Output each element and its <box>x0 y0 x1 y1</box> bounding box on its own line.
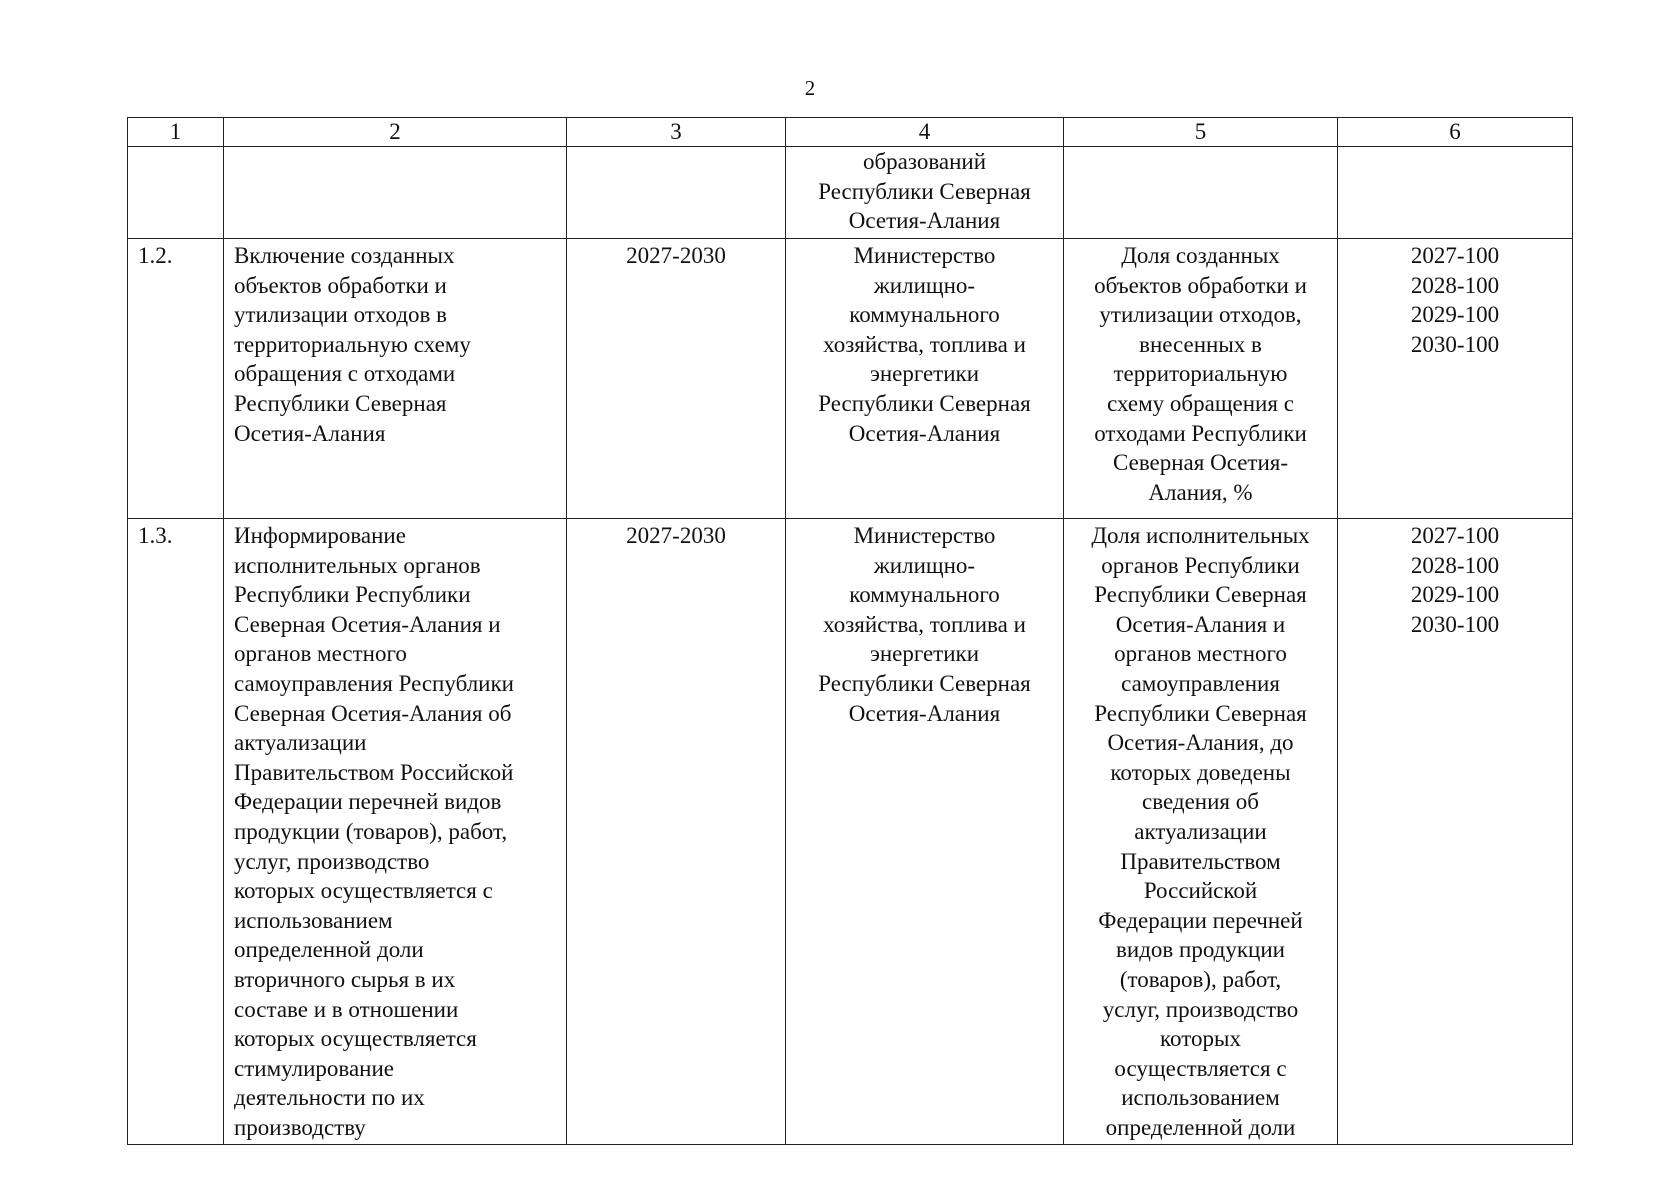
activities-table <box>127 117 1573 1145</box>
cell-empty <box>224 147 567 239</box>
cell-line: 2030-100 <box>1410 611 1500 637</box>
cell-line: Республики Северная <box>1094 582 1307 608</box>
cell-line: коммунального <box>849 302 1000 328</box>
cell-empty <box>128 147 224 239</box>
cell-line: объектов обработки и <box>234 272 447 298</box>
cell-line: отходами Республики <box>1094 420 1307 446</box>
cell-number: 1.3. <box>128 519 224 1145</box>
page-number: 2 <box>804 76 816 100</box>
cell-line: Осетия-Алания <box>234 420 386 446</box>
cell-line: Северная Осетия-Алания и <box>234 611 501 637</box>
cell-line: жилищно- <box>873 552 976 578</box>
cell-line: Федерации перечней <box>1098 907 1303 933</box>
cell-line: Российской <box>1143 878 1258 904</box>
cell-line: коммунального <box>849 582 1000 608</box>
cell-number: 1.2. <box>128 239 224 519</box>
cell-line: Включение созданных <box>234 243 455 268</box>
cell-line: Алания, % <box>1148 479 1253 505</box>
cell-executor <box>786 519 1064 1145</box>
cell-line: Республики Северная <box>818 178 1031 204</box>
continuation-row <box>128 147 1573 239</box>
cell-executor-continued <box>786 147 1064 239</box>
cell-line: 2027-100 <box>1410 243 1500 268</box>
cell-line: хозяйства, топлива и <box>823 331 1026 357</box>
cell-line: 2029-100 <box>1410 302 1500 328</box>
column-number-6: 6 <box>1338 118 1573 147</box>
table-row <box>128 239 1573 519</box>
cell-line: услуг, производство <box>1102 996 1299 1022</box>
cell-line: видов продукции <box>1116 937 1285 963</box>
table-header-row <box>128 118 1573 147</box>
cell-line: вторичного сырья в их <box>234 966 456 992</box>
cell-line: Северная Осетия- <box>1112 450 1288 476</box>
column-number-1: 1 <box>128 118 224 147</box>
cell-empty <box>1064 147 1338 239</box>
cell-line: Осетия-Алания и <box>1115 611 1286 637</box>
cell-line: (товаров), работ, <box>1119 966 1282 992</box>
cell-line: актуализации <box>234 730 367 756</box>
cell-line: территориальную схему <box>234 331 471 357</box>
column-number-5: 5 <box>1064 118 1338 147</box>
cell-line: образований <box>862 149 987 174</box>
cell-line: самоуправления Республики <box>234 670 514 696</box>
cell-line: Республики Северная <box>1094 700 1307 726</box>
cell-line: использованием <box>1121 1085 1280 1111</box>
column-number-2: 2 <box>224 118 567 147</box>
cell-line: определенной доли <box>1105 1114 1296 1140</box>
cell-line: 2027-100 <box>1410 523 1500 548</box>
cell-line: 2028-100 <box>1410 552 1500 578</box>
cell-line: Правительством Российской <box>234 759 514 785</box>
cell-line: органов местного <box>234 641 407 667</box>
cell-line: Правительством <box>1120 848 1281 874</box>
cell-indicator <box>1064 239 1338 519</box>
column-number-4: 4 <box>786 118 1064 147</box>
cell-line: которых <box>1160 1026 1241 1052</box>
cell-line: стимулирование <box>234 1055 394 1081</box>
cell-line: которых осуществляется с <box>234 878 493 904</box>
cell-line: энергетики <box>869 361 980 387</box>
cell-line: использованием <box>234 907 393 933</box>
cell-values <box>1338 519 1573 1145</box>
cell-line: энергетики <box>869 641 980 667</box>
cell-line: органов местного <box>1114 641 1287 667</box>
table-row <box>128 519 1573 1145</box>
cell-activity <box>224 239 567 519</box>
cell-line: производству <box>234 1114 366 1140</box>
cell-line: утилизации отходов, <box>1099 302 1302 328</box>
cell-period: 2027-2030 <box>567 239 786 519</box>
cell-line: Республики Северная <box>818 670 1031 696</box>
cell-line: Республики Северная <box>818 390 1031 416</box>
cell-line: деятельности по их <box>234 1085 425 1111</box>
cell-line: утилизации отходов в <box>234 302 447 328</box>
cell-line: 2029-100 <box>1410 582 1500 608</box>
cell-line: осуществляется с <box>1114 1055 1287 1081</box>
cell-executor <box>786 239 1064 519</box>
cell-line: Министерство <box>853 243 996 268</box>
cell-line: которых осуществляется <box>234 1026 477 1052</box>
cell-line: Федерации перечней видов <box>234 789 502 815</box>
cell-line: хозяйства, топлива и <box>823 611 1026 637</box>
cell-empty <box>567 147 786 239</box>
cell-line: продукции (товаров), работ, <box>234 818 508 844</box>
cell-line: жилищно- <box>873 272 976 298</box>
cell-empty <box>1338 147 1573 239</box>
cell-line: Доля исполнительных <box>1091 523 1310 548</box>
cell-line: Северная Осетия-Алания об <box>234 700 512 726</box>
cell-line: сведения об <box>1142 789 1259 815</box>
cell-line: 2030-100 <box>1410 331 1500 357</box>
cell-line: Министерство <box>853 523 996 548</box>
column-number-3: 3 <box>567 118 786 147</box>
cell-line: схему обращения с <box>1107 390 1294 416</box>
cell-line: составе и в отношении <box>234 996 459 1022</box>
cell-line: Информирование <box>234 523 406 548</box>
cell-line: Осетия-Алания <box>848 208 1001 234</box>
cell-line: Осетия-Алания <box>848 700 1001 726</box>
cell-line: внесенных в <box>1139 331 1262 357</box>
cell-line: Осетия-Алания <box>848 420 1001 446</box>
cell-line: органов Республики <box>1101 552 1300 578</box>
cell-line: определенной доли <box>234 937 424 963</box>
cell-line: 2028-100 <box>1410 272 1500 298</box>
cell-line: которых доведены <box>1110 759 1291 785</box>
cell-line: объектов обработки и <box>1094 272 1307 298</box>
cell-line: исполнительных органов <box>234 552 481 578</box>
cell-line: актуализации <box>1134 818 1267 844</box>
cell-line: самоуправления <box>1121 670 1280 696</box>
cell-activity <box>224 519 567 1145</box>
cell-line: обращения с отходами <box>234 361 456 387</box>
cell-values <box>1338 239 1573 519</box>
cell-line: Доля созданных <box>1121 243 1280 268</box>
cell-line: услуг, производство <box>234 848 430 874</box>
cell-line: Республики Республики <box>234 582 471 608</box>
cell-period: 2027-2030 <box>567 519 786 1145</box>
cell-line: Республики Северная <box>234 390 447 416</box>
cell-line: территориальную <box>1113 361 1288 387</box>
cell-line: Осетия-Алания, до <box>1107 730 1294 756</box>
cell-indicator <box>1064 519 1338 1145</box>
